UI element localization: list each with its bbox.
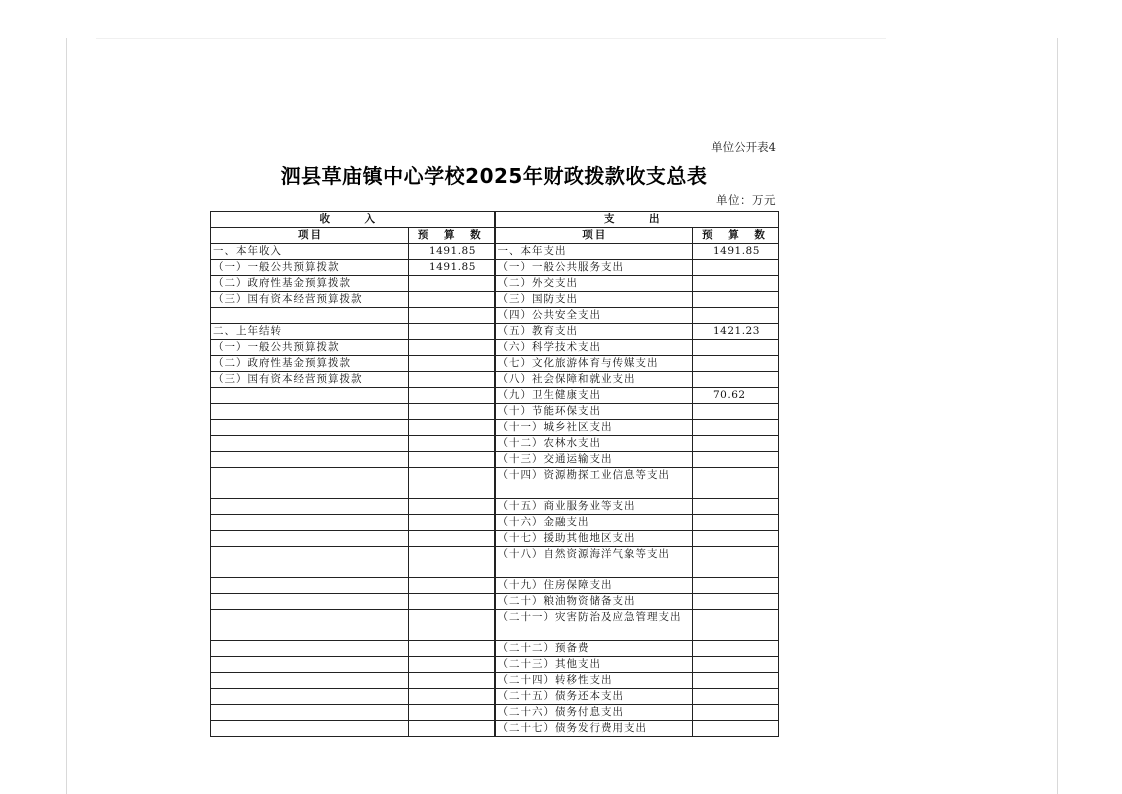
expense-item-cell: （十七）援助其他地区支出 (495, 531, 693, 547)
expense-amount-cell (693, 705, 779, 721)
income-item-cell (211, 547, 409, 578)
expense-amount-cell (693, 292, 779, 308)
unit-label: 单位：万元 (716, 193, 776, 207)
income-item-cell (211, 515, 409, 531)
expense-amount-cell (693, 436, 779, 452)
expense-item-cell: （八）社会保障和就业支出 (495, 372, 693, 388)
expense-item-cell: （二十）粮油物资储备支出 (495, 594, 693, 610)
expense-amount-cell (693, 547, 779, 578)
expense-amount-cell: 70.62 (693, 388, 779, 404)
expense-item-cell: （九）卫生健康支出 (495, 388, 693, 404)
income-item-header: 项目 (211, 228, 409, 244)
income-item-cell (211, 641, 409, 657)
expense-amount-cell (693, 641, 779, 657)
income-item-cell (211, 673, 409, 689)
table-row (211, 260, 779, 276)
income-item-cell: （一）一般公共预算拨款 (211, 260, 409, 276)
expense-item-cell: 一、本年支出 (495, 244, 693, 260)
table-row (211, 721, 779, 737)
expense-amount-cell (693, 308, 779, 324)
expense-item-header: 项目 (495, 228, 693, 244)
expense-amount-cell (693, 657, 779, 673)
income-item-cell: 二、上年结转 (211, 324, 409, 340)
income-amount-cell: 1491.85 (409, 244, 495, 260)
expense-amount-cell (693, 594, 779, 610)
income-amount-cell (409, 340, 495, 356)
income-amount-cell (409, 436, 495, 452)
income-item-cell (211, 436, 409, 452)
income-amount-cell (409, 292, 495, 308)
expense-item-cell: （二十三）其他支出 (495, 657, 693, 673)
income-amount-header: 预 算 数 (409, 228, 495, 244)
income-amount-cell (409, 610, 495, 641)
income-amount-cell (409, 515, 495, 531)
income-item-cell (211, 689, 409, 705)
expense-item-cell: （十九）住房保障支出 (495, 578, 693, 594)
income-amount-cell (409, 356, 495, 372)
table-row (211, 547, 779, 578)
table-row (211, 641, 779, 657)
expense-item-cell: （十六）金融支出 (495, 515, 693, 531)
income-amount-cell (409, 689, 495, 705)
budget-table (210, 211, 779, 737)
expense-item-cell: （六）科学技术支出 (495, 340, 693, 356)
expense-amount-cell (693, 452, 779, 468)
expense-amount-cell (693, 721, 779, 737)
expense-amount-cell (693, 515, 779, 531)
income-amount-cell (409, 721, 495, 737)
income-item-cell (211, 308, 409, 324)
table-row (211, 404, 779, 420)
section-header-row (211, 212, 779, 228)
expense-amount-cell (693, 276, 779, 292)
table-row (211, 356, 779, 372)
expense-amount-cell (693, 468, 779, 499)
income-item-cell (211, 468, 409, 499)
expense-item-cell: （二十五）债务还本支出 (495, 689, 693, 705)
expense-amount-cell (693, 531, 779, 547)
income-item-cell (211, 705, 409, 721)
table-row (211, 578, 779, 594)
table-row (211, 308, 779, 324)
expense-item-cell: （三）国防支出 (495, 292, 693, 308)
income-item-cell: （三）国有资本经营预算拨款 (211, 292, 409, 308)
expense-amount-cell (693, 578, 779, 594)
table-row (211, 594, 779, 610)
income-amount-cell (409, 531, 495, 547)
income-amount-cell (409, 420, 495, 436)
expense-item-cell: （十八）自然资源海洋气象等支出 (495, 547, 693, 578)
expense-item-cell: （十三）交通运输支出 (495, 452, 693, 468)
table-row (211, 689, 779, 705)
expense-amount-cell (693, 420, 779, 436)
expense-item-cell: （十）节能环保支出 (495, 404, 693, 420)
income-amount-cell (409, 452, 495, 468)
income-item-cell (211, 404, 409, 420)
income-amount-cell (409, 578, 495, 594)
expense-amount-cell: 1491.85 (693, 244, 779, 260)
table-row (211, 436, 779, 452)
income-item-cell: 一、本年收入 (211, 244, 409, 260)
income-item-cell: （二）政府性基金预算拨款 (211, 276, 409, 292)
income-amount-cell: 1491.85 (409, 260, 495, 276)
table-number-note: 单位公开表4 (711, 140, 776, 154)
income-amount-cell (409, 276, 495, 292)
income-amount-cell (409, 499, 495, 515)
table-row (211, 388, 779, 404)
income-amount-cell (409, 324, 495, 340)
table-row (211, 292, 779, 308)
table-row (211, 276, 779, 292)
expense-item-cell: （二十七）债务发行费用支出 (495, 721, 693, 737)
expense-amount-cell (693, 499, 779, 515)
income-item-cell (211, 531, 409, 547)
table-row (211, 372, 779, 388)
table-row (211, 515, 779, 531)
table-row (211, 673, 779, 689)
expense-item-cell: （十四）资源勘探工业信息等支出 (495, 468, 693, 499)
income-item-cell (211, 721, 409, 737)
income-item-cell (211, 610, 409, 641)
income-amount-cell (409, 641, 495, 657)
table-row (211, 610, 779, 641)
page-title: 泗县草庙镇中心学校2025年财政拨款收支总表 (280, 164, 708, 188)
expense-amount-cell (693, 673, 779, 689)
income-item-cell (211, 388, 409, 404)
income-amount-cell (409, 308, 495, 324)
income-amount-cell (409, 657, 495, 673)
income-item-cell: （二）政府性基金预算拨款 (211, 356, 409, 372)
table-row (211, 452, 779, 468)
income-amount-cell (409, 372, 495, 388)
expense-item-cell: （二）外交支出 (495, 276, 693, 292)
expense-amount-cell (693, 372, 779, 388)
expense-amount-cell (693, 356, 779, 372)
income-item-cell (211, 420, 409, 436)
income-amount-cell (409, 547, 495, 578)
expense-amount-cell (693, 260, 779, 276)
table-row (211, 468, 779, 499)
income-section-header: 收 入 (211, 212, 495, 228)
table-row (211, 705, 779, 721)
expense-amount-cell: 1421.23 (693, 324, 779, 340)
income-item-cell (211, 499, 409, 515)
expense-item-cell: （二十二）预备费 (495, 641, 693, 657)
table-row (211, 244, 779, 260)
income-amount-cell (409, 673, 495, 689)
income-amount-cell (409, 468, 495, 499)
income-amount-cell (409, 388, 495, 404)
expense-item-cell: （二十一）灾害防治及应急管理支出 (495, 610, 693, 641)
income-item-cell: （三）国有资本经营预算拨款 (211, 372, 409, 388)
expense-item-cell: （二十六）债务付息支出 (495, 705, 693, 721)
table-row (211, 340, 779, 356)
expense-amount-header: 预 算 数 (693, 228, 779, 244)
income-item-cell (211, 657, 409, 673)
expense-item-cell: （十五）商业服务业等支出 (495, 499, 693, 515)
table-row (211, 657, 779, 673)
table-row (211, 324, 779, 340)
expense-item-cell: （二十四）转移性支出 (495, 673, 693, 689)
income-item-cell (211, 578, 409, 594)
expense-amount-cell (693, 610, 779, 641)
expense-amount-cell (693, 689, 779, 705)
income-amount-cell (409, 404, 495, 420)
column-header-row (211, 228, 779, 244)
table-row (211, 420, 779, 436)
table-row (211, 499, 779, 515)
expense-amount-cell (693, 340, 779, 356)
expense-item-cell: （一）一般公共服务支出 (495, 260, 693, 276)
expense-item-cell: （十一）城乡社区支出 (495, 420, 693, 436)
expense-section-header: 支 出 (495, 212, 779, 228)
income-item-cell (211, 452, 409, 468)
income-amount-cell (409, 594, 495, 610)
income-item-cell: （一）一般公共预算拨款 (211, 340, 409, 356)
table-row (211, 531, 779, 547)
expense-amount-cell (693, 404, 779, 420)
expense-item-cell: （五）教育支出 (495, 324, 693, 340)
expense-item-cell: （十二）农林水支出 (495, 436, 693, 452)
income-amount-cell (409, 705, 495, 721)
expense-item-cell: （七）文化旅游体育与传媒支出 (495, 356, 693, 372)
income-item-cell (211, 594, 409, 610)
expense-item-cell: （四）公共安全支出 (495, 308, 693, 324)
